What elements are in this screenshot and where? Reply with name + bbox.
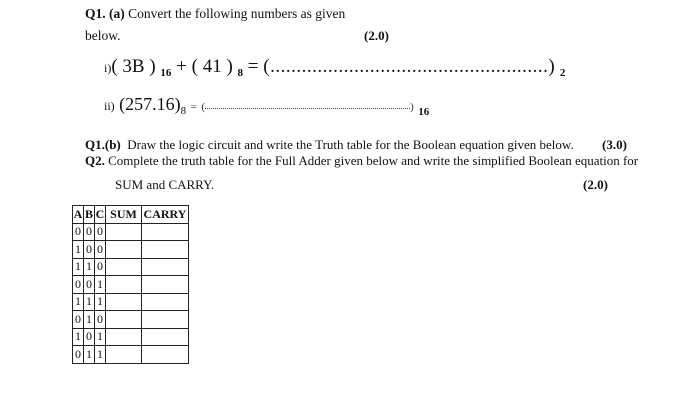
cell-sum[interactable] — [106, 276, 142, 294]
cell-a: 0 — [73, 276, 84, 294]
cell-b: 0 — [84, 276, 95, 294]
cell-c: 0 — [95, 311, 106, 329]
cell-b: 1 — [84, 258, 95, 276]
question-1b-label: Q1.(b) — [85, 137, 121, 152]
cell-a: 0 — [73, 223, 84, 241]
cell-c: 1 — [95, 346, 106, 364]
cell-c: 0 — [95, 223, 106, 241]
cell-b: 1 — [84, 293, 95, 311]
cell-carry[interactable] — [142, 241, 189, 259]
cell-b: 0 — [84, 223, 95, 241]
equation-ii-close-paren: ) — [410, 101, 414, 113]
equation-i-plus: + — [176, 56, 187, 77]
cell-a: 1 — [73, 241, 84, 259]
question-1a — [85, 6, 345, 22]
equation-i-answer-blank: (.....................................................) — [263, 56, 556, 77]
cell-b: 0 — [84, 328, 95, 346]
equation-i-base3: 2 — [559, 67, 566, 79]
equation-ii-equals: = — [190, 101, 197, 113]
table-row — [73, 276, 189, 294]
cell-sum[interactable] — [106, 346, 142, 364]
table-header-row — [73, 206, 189, 224]
equation-ii-base2: 16 — [418, 106, 430, 118]
cell-carry[interactable] — [142, 346, 189, 364]
table-row — [73, 293, 189, 311]
equation-i-base2: 8 — [237, 67, 244, 79]
cell-carry[interactable] — [142, 293, 189, 311]
equation-i-term2: ( 41 ) — [191, 56, 233, 77]
equation-ii-open-paren: ( — [201, 101, 206, 113]
question-2-label: Q2. — [85, 153, 105, 168]
question-2-text-continued: SUM and CARRY. — [115, 177, 215, 192]
question-1a-text: Convert the following numbers as given — [128, 6, 346, 21]
table-row — [73, 258, 189, 276]
table-row — [73, 346, 189, 364]
equation-i-numeral: i) — [104, 61, 112, 75]
table-row — [73, 223, 189, 241]
equation-i-equals: = — [247, 56, 259, 77]
cell-sum[interactable] — [106, 311, 142, 329]
question-1b-text: Draw the logic circuit and write the Truth table for the Boolean equation given below. — [127, 137, 574, 152]
cell-sum[interactable] — [106, 241, 142, 259]
equation-ii-base1: 8 — [180, 105, 187, 117]
cell-carry[interactable] — [142, 311, 189, 329]
header-c: C — [95, 206, 106, 224]
question-2-marks: (2.0) — [583, 177, 608, 192]
cell-c: 0 — [95, 258, 106, 276]
cell-sum[interactable] — [106, 258, 142, 276]
equation-ii-numeral: ii) — [104, 99, 115, 113]
cell-carry[interactable] — [142, 328, 189, 346]
cell-sum[interactable] — [106, 328, 142, 346]
cell-c: 1 — [95, 293, 106, 311]
cell-carry[interactable] — [142, 276, 189, 294]
header-b: B — [84, 206, 95, 224]
cell-b: 0 — [84, 241, 95, 259]
cell-carry[interactable] — [142, 223, 189, 241]
cell-a: 0 — [73, 346, 84, 364]
table-row — [73, 328, 189, 346]
cell-a: 1 — [73, 258, 84, 276]
equation-i — [104, 56, 565, 79]
cell-c: 1 — [95, 276, 106, 294]
equation-i-term1: ( 3B ) — [111, 56, 156, 77]
question-1a-text-continued: below. — [85, 28, 121, 43]
cell-carry[interactable] — [142, 258, 189, 276]
cell-c: 1 — [95, 328, 106, 346]
question-1a-label: Q1. (a) — [85, 6, 125, 21]
equation-ii-answer-blank — [205, 98, 410, 109]
question-1a-marks: (2.0) — [364, 28, 389, 43]
header-sum: SUM — [106, 206, 142, 224]
question-1b — [85, 137, 574, 153]
equation-ii-value: (257.16) — [119, 94, 181, 114]
equation-ii — [104, 94, 429, 118]
full-adder-truth-table — [72, 205, 189, 364]
cell-sum[interactable] — [106, 223, 142, 241]
cell-a: 1 — [73, 293, 84, 311]
header-carry: CARRY — [142, 206, 189, 224]
cell-a: 0 — [73, 311, 84, 329]
cell-b: 1 — [84, 311, 95, 329]
header-a: A — [73, 206, 84, 224]
table-row — [73, 311, 189, 329]
cell-a: 1 — [73, 328, 84, 346]
cell-c: 0 — [95, 241, 106, 259]
cell-sum[interactable] — [106, 293, 142, 311]
question-1b-marks: (3.0) — [602, 137, 627, 152]
cell-b: 1 — [84, 346, 95, 364]
equation-i-base1: 16 — [160, 67, 172, 79]
table-row — [73, 241, 189, 259]
question-2 — [85, 153, 638, 169]
question-2-text: Complete the truth table for the Full Adder given below and write the simplified Boolean equation for — [108, 153, 639, 168]
